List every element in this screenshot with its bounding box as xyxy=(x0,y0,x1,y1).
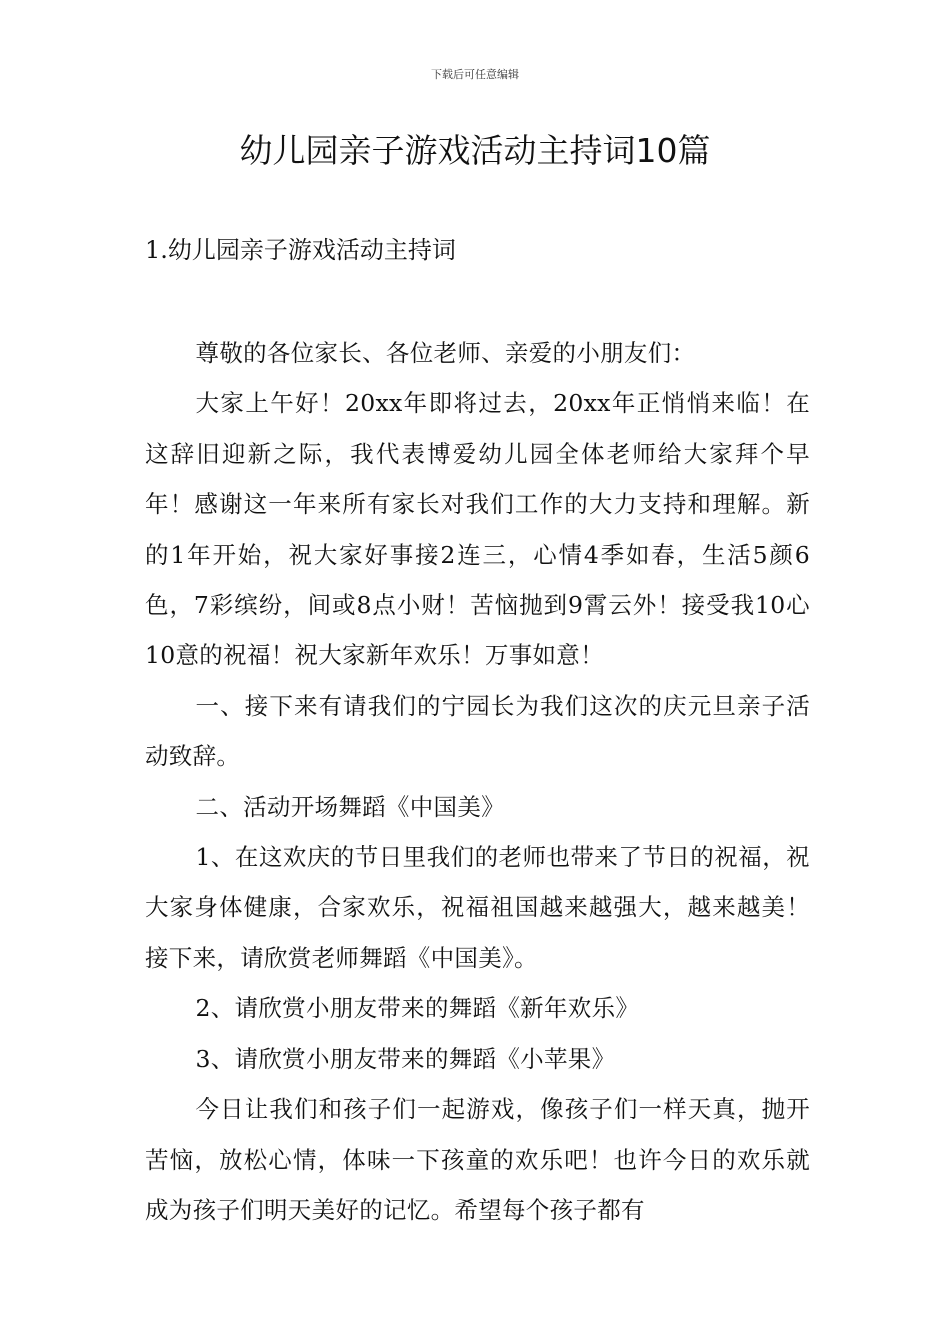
greeting-paragraph: 尊敬的各位家长、各位老师、亲爱的小朋友们： xyxy=(195,339,696,367)
page-header-note: 下载后可任意编辑 xyxy=(431,68,519,81)
opening-paragraph: 大家上午好！20xx年即将过去，20xx年正悄悄来临！在这辞旧迎新之际，我代表博爱幼儿园全体老师给大家拜个早年！感谢这一年来所有家长对我们工作的大力支持和理解。新的1年开始，祝大家好事接2连三，心情4季如春，生活5颜6色，7彩缤纷，间或8点小财！苦恼抛到9霄云外！接受我10心10意的祝福！祝大家新年欢乐！万事如意！ xyxy=(145,389,810,670)
section-heading: 1.幼儿园亲子游戏活动主持词 xyxy=(145,236,456,264)
closing-paragraph: 今日让我们和孩子们一起游戏，像孩子们一样天真，抛开苦恼，放松心情，体味一下孩童的欢乐吧！也许今日的欢乐就成为孩子们明天美好的记忆。希望每个孩子都有 xyxy=(145,1095,810,1224)
document-title: 幼儿园亲子游戏活动主持词10篇 xyxy=(239,131,711,170)
program-subitem-3: 3、请欣赏小朋友带来的舞蹈《小苹果》 xyxy=(195,1044,616,1073)
program-subitem-2: 2、请欣赏小朋友带来的舞蹈《新年欢乐》 xyxy=(195,994,640,1023)
program-item-2: 二、活动开场舞蹈《中国美》 xyxy=(195,792,505,821)
program-subitem-1: 1、在这欢庆的节日里我们的老师也带来了节日的祝福，祝大家身体健康，合家欢乐，祝福祖国越来越强大，越来越美！接下来，请欣赏老师舞蹈《中国美》。 xyxy=(145,843,810,972)
document-body xyxy=(145,328,810,1235)
program-item-1: 一、接下来有请我们的宁园长为我们这次的庆元旦亲子活动致辞。 xyxy=(145,691,810,771)
